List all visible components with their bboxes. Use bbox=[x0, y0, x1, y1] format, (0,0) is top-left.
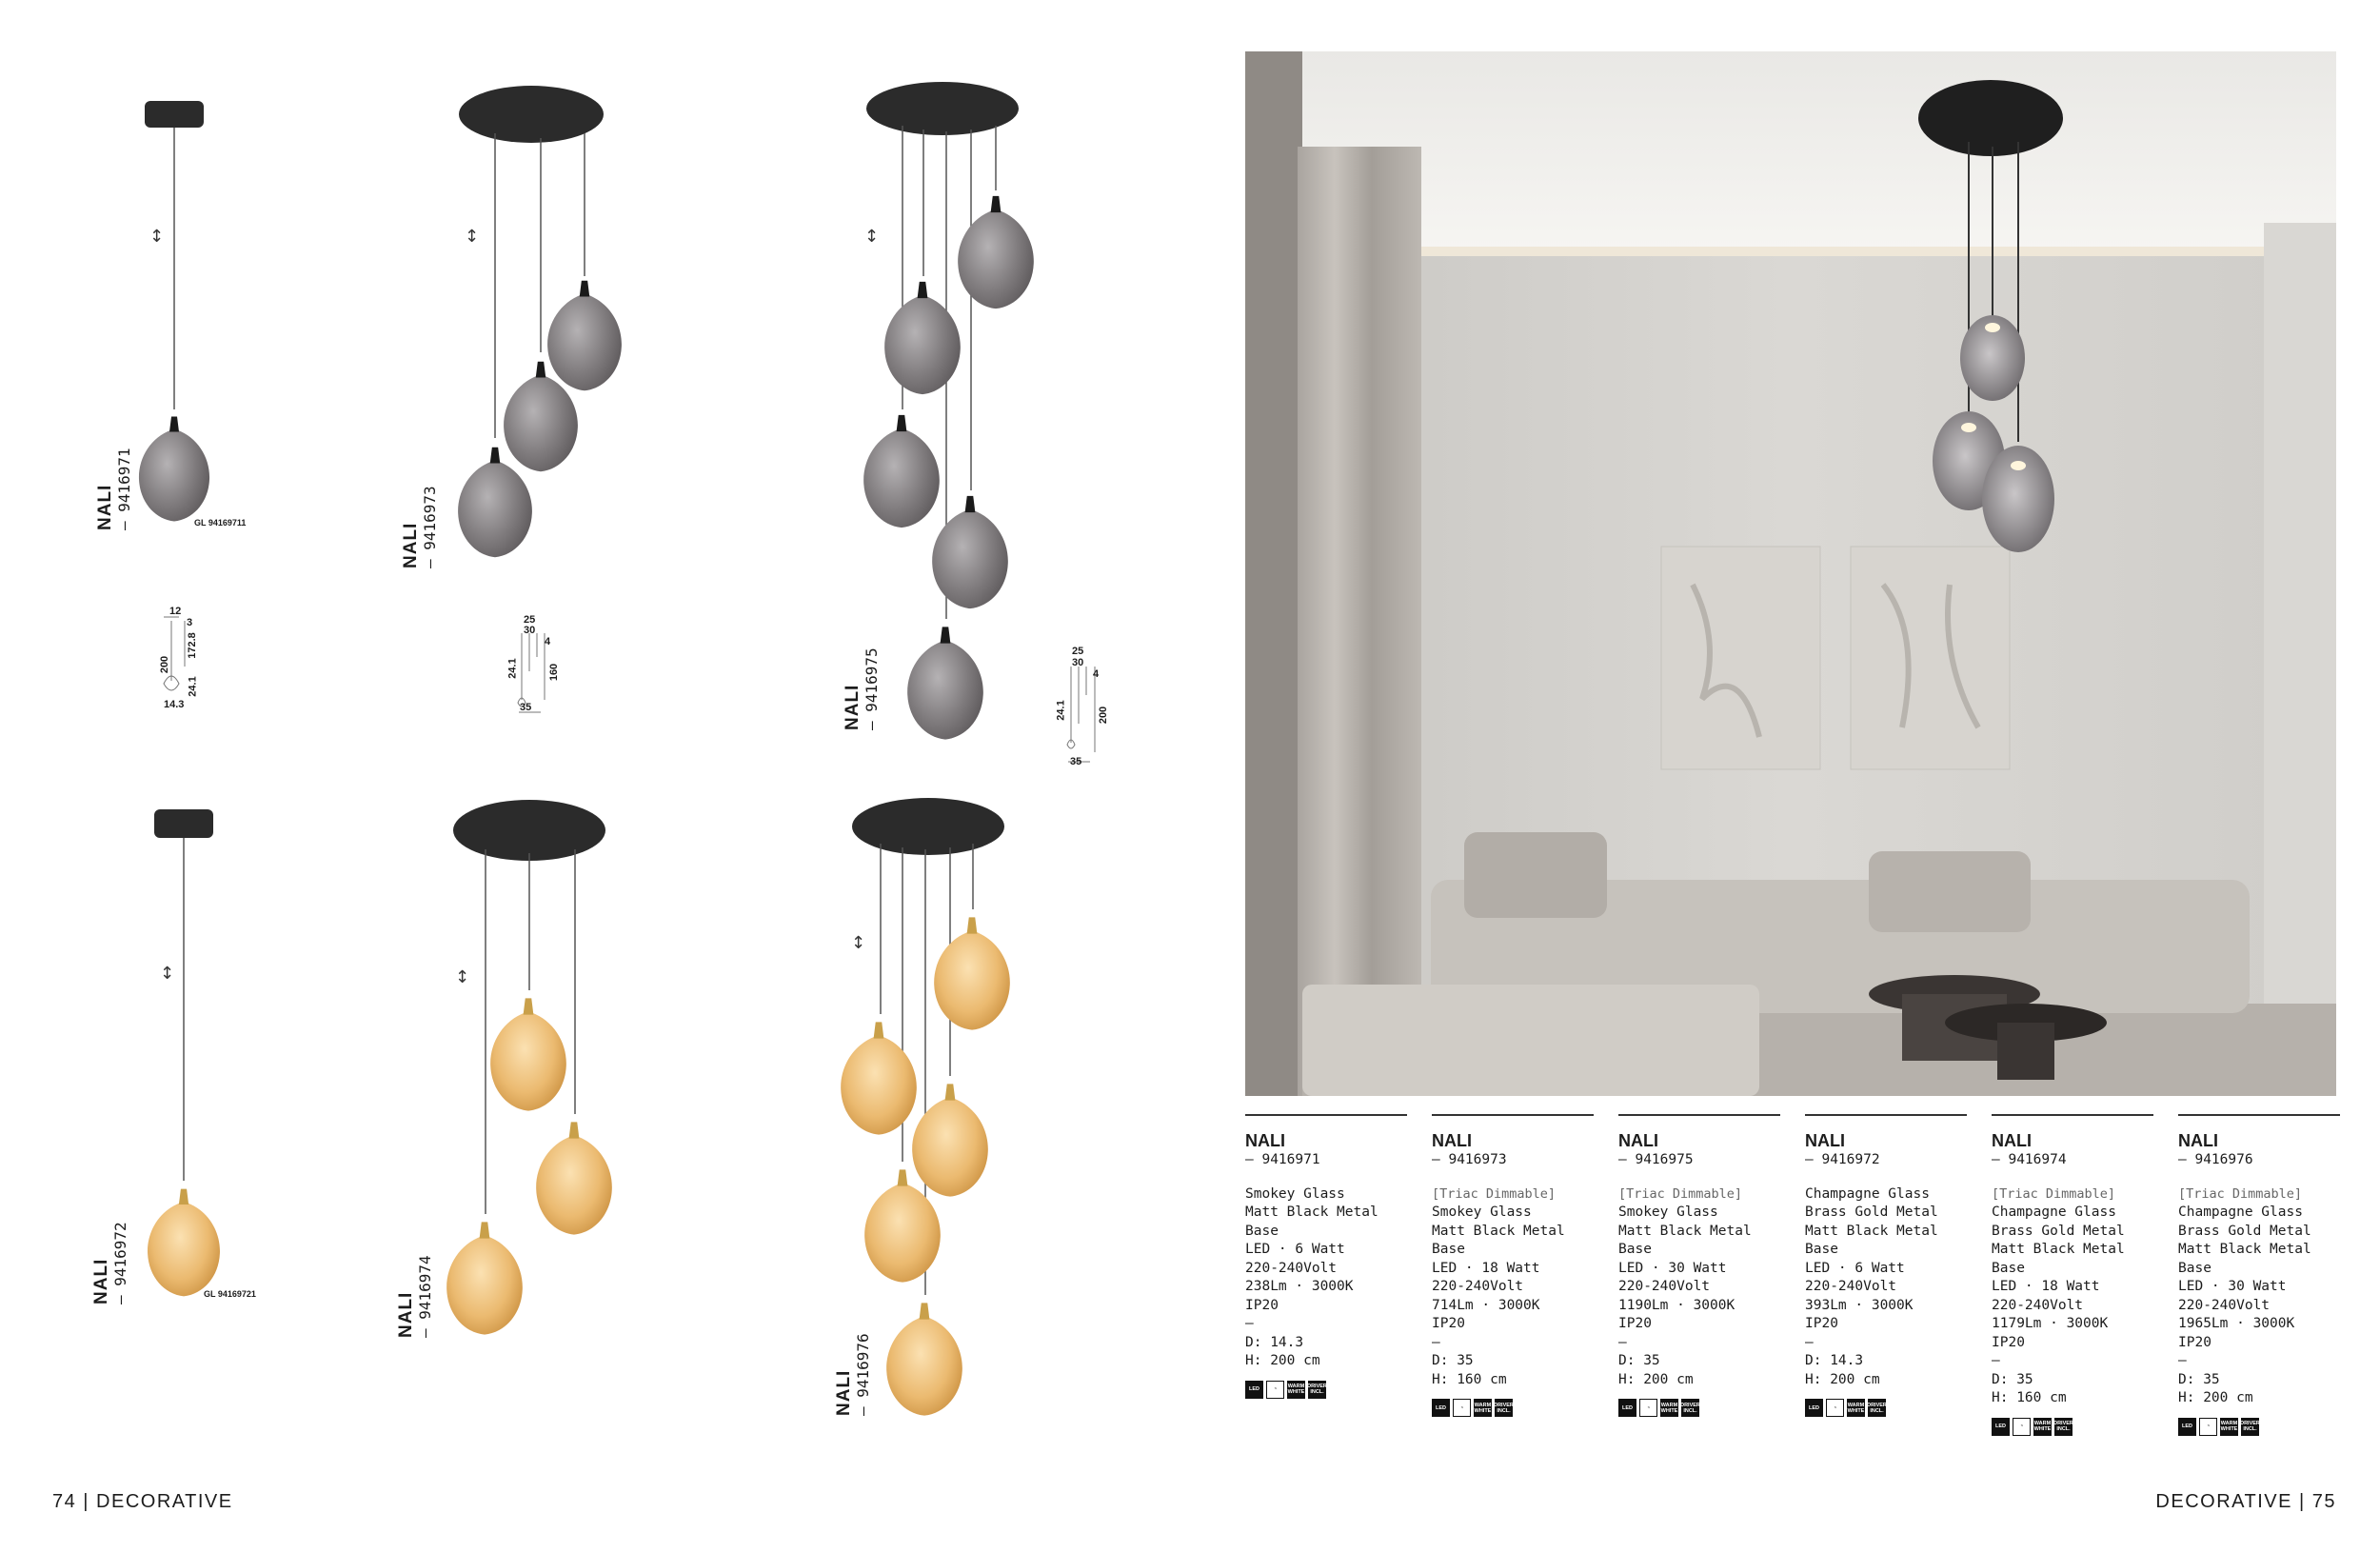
height: H: 200 cm bbox=[1245, 1353, 1320, 1368]
spec-line: Matt Black Metal bbox=[1245, 1205, 1378, 1220]
spec-line: 220-240Volt bbox=[2178, 1297, 2271, 1313]
dim-top-1: 25 bbox=[1072, 646, 1084, 657]
dim-diameter: 14.3 bbox=[164, 699, 185, 710]
product-name: NALI bbox=[95, 484, 115, 530]
adjust-arrow-icon: ↕ bbox=[465, 227, 480, 247]
spec-line: Base bbox=[1245, 1223, 1279, 1239]
spec-line: IP20 bbox=[2178, 1334, 2211, 1350]
spec-line: 220-240Volt bbox=[1992, 1297, 2084, 1313]
separator: — bbox=[1992, 1353, 2000, 1368]
spec-column-9416971 bbox=[1245, 1114, 1407, 1399]
spec-line: LED · 6 Watt bbox=[1805, 1260, 1905, 1276]
dim-height: 200 bbox=[159, 655, 171, 674]
height: H: 200 cm bbox=[1805, 1371, 1880, 1387]
led-icon: LED bbox=[1618, 1399, 1636, 1417]
dimmable-icon: ◔ bbox=[2013, 1418, 2031, 1436]
glass: Champagne Glass bbox=[2178, 1205, 2303, 1220]
spec-line: Base bbox=[1432, 1242, 1465, 1257]
divider bbox=[1992, 1114, 2153, 1116]
product-name: NALI bbox=[1618, 1131, 1658, 1150]
product-name: NALI bbox=[843, 684, 863, 730]
divider bbox=[2178, 1114, 2340, 1116]
height: H: 200 cm bbox=[2178, 1390, 2253, 1405]
driver-included-icon: DRIVER INCL. bbox=[2054, 1418, 2073, 1436]
dim-top-3: 4 bbox=[545, 636, 551, 647]
spec-line: Matt Black Metal bbox=[1992, 1242, 2125, 1257]
dim-top-2: 30 bbox=[1072, 657, 1084, 668]
gl-code: GL 94169711 bbox=[194, 518, 247, 528]
glass: Smokey Glass bbox=[1245, 1185, 1345, 1202]
dim-small: 24.1 bbox=[1055, 700, 1067, 721]
product-code: — 9416971 bbox=[115, 448, 133, 530]
dimmable-icon: ◔ bbox=[1453, 1399, 1471, 1417]
dim-top-2: 30 bbox=[524, 625, 536, 636]
spec-line: Base bbox=[1992, 1260, 2025, 1276]
dim-top: 3 bbox=[187, 617, 193, 628]
spec-line: LED · 30 Watt bbox=[2178, 1279, 2287, 1294]
spec-line: Matt Black Metal bbox=[2178, 1242, 2311, 1257]
pendant-9416974 bbox=[446, 800, 612, 1335]
product-name: NALI bbox=[401, 522, 421, 568]
spec-line: IP20 bbox=[1245, 1297, 1279, 1313]
spec-line: 1179Lm · 3000K bbox=[1992, 1316, 2109, 1331]
led-icon: LED bbox=[1245, 1381, 1263, 1399]
room-photo bbox=[1245, 51, 2336, 1096]
spec-line: LED · 18 Watt bbox=[1432, 1260, 1540, 1276]
feature-icons bbox=[2178, 1418, 2340, 1436]
product-code: — 9416972 bbox=[1805, 1152, 1880, 1167]
spec-line: Matt Black Metal bbox=[1805, 1223, 1938, 1239]
spec-line: 220-240Volt bbox=[1432, 1279, 1524, 1294]
spec-line: 220-240Volt bbox=[1805, 1279, 1897, 1294]
pendant-9416975 bbox=[863, 82, 1034, 740]
dim-small: 24.1 bbox=[506, 658, 519, 679]
dim-diameter: 35 bbox=[520, 702, 532, 713]
dimension-drawing-9416973 bbox=[518, 633, 545, 712]
separator: — bbox=[2178, 1353, 2187, 1368]
driver-included-icon: DRIVER INCL. bbox=[1868, 1399, 1886, 1417]
divider bbox=[1618, 1114, 1780, 1116]
product-drawings bbox=[0, 0, 1228, 1485]
driver-included-icon: DRIVER INCL. bbox=[1681, 1399, 1699, 1417]
product-code: — 9416976 bbox=[854, 1333, 872, 1416]
separator: — bbox=[1618, 1334, 1627, 1350]
diameter: D: 35 bbox=[1618, 1353, 1660, 1368]
driver-included-icon: DRIVER INCL. bbox=[1308, 1381, 1326, 1399]
spec-line: 393Lm · 3000K bbox=[1805, 1297, 1914, 1313]
led-icon: LED bbox=[2178, 1418, 2196, 1436]
driver-included-icon: DRIVER INCL. bbox=[2241, 1418, 2259, 1436]
product-code: — 9416975 bbox=[863, 647, 881, 730]
label-9416972 bbox=[91, 1222, 129, 1304]
dimmable-tag: [Triac Dimmable] bbox=[2178, 1185, 2303, 1202]
dim-width: 12 bbox=[169, 606, 182, 617]
spec-line: LED · 30 Watt bbox=[1618, 1260, 1727, 1276]
product-name: NALI bbox=[396, 1291, 416, 1338]
spec-line: 220-240Volt bbox=[1618, 1279, 1711, 1294]
dimmable-icon: ◔ bbox=[2199, 1418, 2217, 1436]
spec-line: 714Lm · 3000K bbox=[1432, 1297, 1540, 1313]
product-name: NALI bbox=[2178, 1131, 2218, 1150]
spec-column-9416973 bbox=[1432, 1114, 1594, 1417]
dim-top-1: 25 bbox=[524, 614, 536, 626]
spec-line: IP20 bbox=[1432, 1316, 1465, 1331]
product-code: — 9416976 bbox=[2178, 1152, 2253, 1167]
spec-line: IP20 bbox=[1992, 1334, 2025, 1350]
adjust-arrow-icon: ↕ bbox=[851, 933, 866, 953]
feature-icons bbox=[1805, 1399, 1967, 1417]
dimmable-icon: ◔ bbox=[1639, 1399, 1657, 1417]
warm-white-icon: WARM WHITE bbox=[1287, 1381, 1305, 1399]
dim-height-2: 172.8 bbox=[186, 632, 198, 659]
spec-line: Matt Black Metal bbox=[1432, 1223, 1565, 1239]
separator: — bbox=[1805, 1334, 1814, 1350]
product-code: — 9416975 bbox=[1618, 1152, 1694, 1167]
dimmable-icon: ◔ bbox=[1826, 1399, 1844, 1417]
spec-line: 220-240Volt bbox=[1245, 1260, 1338, 1276]
product-name: NALI bbox=[834, 1369, 854, 1416]
height: H: 160 cm bbox=[1992, 1390, 2067, 1405]
dim-top-3: 4 bbox=[1093, 668, 1100, 680]
dimension-drawing-9416975 bbox=[1067, 667, 1095, 762]
height: H: 200 cm bbox=[1618, 1371, 1694, 1387]
label-9416976 bbox=[834, 1333, 872, 1416]
diameter: D: 14.3 bbox=[1245, 1334, 1304, 1350]
led-icon: LED bbox=[1992, 1418, 2010, 1436]
feature-icons bbox=[1432, 1399, 1594, 1417]
led-icon: LED bbox=[1432, 1399, 1450, 1417]
feature-icons bbox=[1992, 1418, 2153, 1436]
spec-line: Base bbox=[2178, 1260, 2211, 1276]
product-code: — 9416973 bbox=[421, 486, 439, 568]
spec-line: LED · 6 Watt bbox=[1245, 1242, 1345, 1257]
spec-line: Brass Gold Metal bbox=[1805, 1205, 1938, 1220]
spec-line: IP20 bbox=[1618, 1316, 1652, 1331]
spec-column-9416974 bbox=[1992, 1114, 2153, 1436]
dim-height: 160 bbox=[548, 663, 561, 682]
product-code: — 9416974 bbox=[1992, 1152, 2067, 1167]
separator: — bbox=[1432, 1334, 1440, 1350]
feature-icons bbox=[1245, 1381, 1407, 1399]
product-code: — 9416971 bbox=[1245, 1152, 1320, 1167]
glass: Smokey Glass bbox=[1618, 1205, 1718, 1220]
glass: Champagne Glass bbox=[1992, 1205, 2116, 1220]
adjust-arrow-icon: ↕ bbox=[149, 227, 165, 247]
spec-line: Base bbox=[1618, 1242, 1652, 1257]
label-9416975 bbox=[843, 647, 881, 730]
pendant-9416976 bbox=[841, 798, 1010, 1416]
spec-line: Matt Black Metal bbox=[1618, 1223, 1752, 1239]
product-name: NALI bbox=[1992, 1131, 2032, 1150]
footer-left-page-number: 74 | DECORATIVE bbox=[52, 1491, 233, 1512]
warm-white-icon: WARM WHITE bbox=[1474, 1399, 1492, 1417]
feature-icons bbox=[1618, 1399, 1780, 1417]
spec-line: Brass Gold Metal bbox=[1992, 1223, 2125, 1239]
label-9416973 bbox=[401, 486, 439, 568]
label-9416971 bbox=[95, 448, 133, 530]
spec-line: 1190Lm · 3000K bbox=[1618, 1297, 1735, 1313]
product-code: — 9416973 bbox=[1432, 1152, 1507, 1167]
spec-line: LED · 18 Watt bbox=[1992, 1279, 2100, 1294]
height: H: 160 cm bbox=[1432, 1371, 1507, 1387]
pendant-9416972 bbox=[148, 809, 220, 1296]
dim-height: 200 bbox=[1098, 706, 1110, 725]
dim-small: 24.1 bbox=[187, 676, 199, 697]
warm-white-icon: WARM WHITE bbox=[1847, 1399, 1865, 1417]
glass: Champagne Glass bbox=[1805, 1185, 1930, 1202]
diameter: D: 35 bbox=[1432, 1353, 1474, 1368]
led-icon: LED bbox=[1805, 1399, 1823, 1417]
spec-line: 1965Lm · 3000K bbox=[2178, 1316, 2295, 1331]
product-name: NALI bbox=[1245, 1131, 1285, 1150]
spec-column-9416976 bbox=[2178, 1114, 2340, 1436]
divider bbox=[1432, 1114, 1594, 1116]
dimmable-tag: [Triac Dimmable] bbox=[1618, 1185, 1743, 1202]
product-name: NALI bbox=[1432, 1131, 1472, 1150]
adjust-arrow-icon: ↕ bbox=[160, 964, 175, 984]
glass: Smokey Glass bbox=[1432, 1205, 1532, 1220]
warm-white-icon: WARM WHITE bbox=[2220, 1418, 2238, 1436]
product-code: — 9416974 bbox=[416, 1255, 434, 1338]
diameter: D: 14.3 bbox=[1805, 1353, 1864, 1368]
gl-code: GL 94169721 bbox=[204, 1289, 256, 1299]
spec-line: IP20 bbox=[1805, 1316, 1838, 1331]
dimmable-icon: ◔ bbox=[1266, 1381, 1284, 1399]
driver-included-icon: DRIVER INCL. bbox=[1495, 1399, 1513, 1417]
spec-line: Brass Gold Metal bbox=[2178, 1223, 2311, 1239]
warm-white-icon: WARM WHITE bbox=[2033, 1418, 2052, 1436]
adjust-arrow-icon: ↕ bbox=[455, 967, 470, 987]
dimmable-tag: [Triac Dimmable] bbox=[1992, 1185, 2116, 1202]
adjust-arrow-icon: ↕ bbox=[864, 227, 880, 247]
dimension-drawing-9416971 bbox=[164, 617, 185, 690]
product-name: NALI bbox=[1805, 1131, 1845, 1150]
dimmable-tag: [Triac Dimmable] bbox=[1432, 1185, 1557, 1202]
product-code: — 9416972 bbox=[111, 1222, 129, 1304]
separator: — bbox=[1245, 1316, 1254, 1331]
spec-line: 238Lm · 3000K bbox=[1245, 1279, 1354, 1294]
spec-column-9416972 bbox=[1805, 1114, 1967, 1417]
dim-diameter: 35 bbox=[1070, 756, 1082, 767]
diameter: D: 35 bbox=[1992, 1371, 2033, 1387]
product-name: NALI bbox=[91, 1258, 111, 1304]
spec-line: Base bbox=[1805, 1242, 1838, 1257]
label-9416974 bbox=[396, 1255, 434, 1338]
footer-right-page-number: DECORATIVE | 75 bbox=[2155, 1491, 2336, 1512]
diameter: D: 35 bbox=[2178, 1371, 2220, 1387]
warm-white-icon: WARM WHITE bbox=[1660, 1399, 1678, 1417]
divider bbox=[1245, 1114, 1407, 1116]
pendant-9416971 bbox=[139, 101, 209, 522]
spec-column-9416975 bbox=[1618, 1114, 1780, 1417]
divider bbox=[1805, 1114, 1967, 1116]
pendant-9416973 bbox=[458, 86, 622, 557]
